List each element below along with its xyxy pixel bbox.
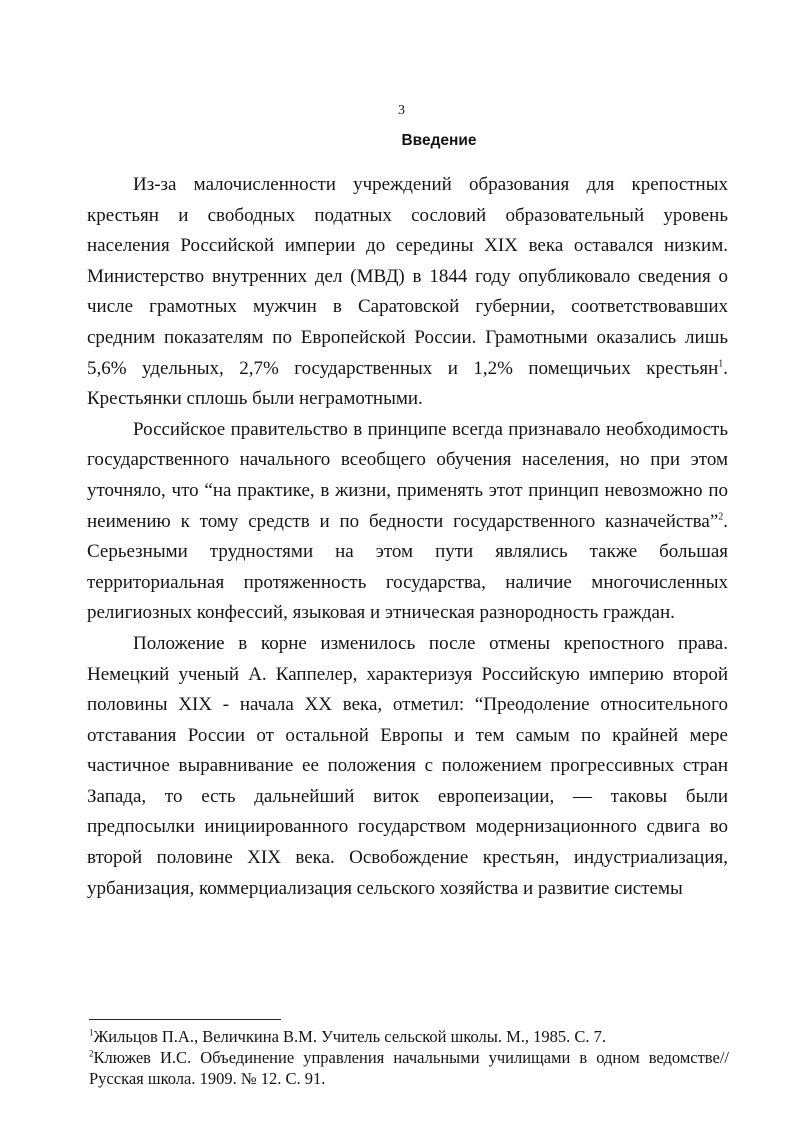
paragraph	[87, 170, 728, 415]
footnote-text: Клюжев И.С. Объединение управления начальными училищами в одном ведомстве// Русская школа. 1909. № 12. С. 91.	[89, 1048, 729, 1088]
page-number: 3	[398, 103, 405, 118]
footnote-reference[interactable]: 2	[718, 511, 724, 523]
section-heading: Введение	[401, 132, 477, 149]
paragraph-text: Положение в корне изменилось после отмены крепостного права. Немецкий ученый А. Каппелер, характеризуя Российскую империю второй половины XIX - начала XX века, отметил: “Преодоление относительного отставания России от остальной Европы и тем самым по крайней мере частичное выравнивание ее положения с положением прогрессивных стран Запада, то есть дальнейший виток европеизации, — таковы были предпосылки инициированного государством модернизационного сдвига во второй половине XIX века. Освобождение крестьян, индустриализация, урбанизация, коммерциализация сельского хозяйства и развитие системы	[87, 632, 728, 899]
paragraph-text: . Серьезными трудностями на этом пути являлись также большая территориальная протяженность государства, наличие многочисленных религиозных конфессий, языковая и этническая разнородность граждан.	[87, 510, 728, 624]
body-text	[87, 170, 728, 904]
footnote-text: Жильцов П.А., Величкина В.М. Учитель сельской школы. М., 1985. С. 7.	[93, 1027, 607, 1046]
footnote-divider	[89, 1019, 281, 1020]
paragraph	[87, 415, 728, 629]
paragraph-text: . Крестьянки сплошь были неграмотными.	[87, 357, 728, 410]
paragraph-text: Российское правительство в принципе всегда признавало необходимость государственного начального всеобщего обучения населения, но при этом уточняло, что “на практике, в жизни, применять этот принцип невозможно по неимению к тому средств и по бедности государственного казначейства”	[87, 418, 728, 532]
paragraph	[87, 629, 728, 904]
footnotes	[89, 1026, 729, 1089]
footnote-mark: 1	[89, 1027, 94, 1038]
footnote-mark: 2	[89, 1048, 94, 1059]
footnote	[89, 1026, 729, 1047]
paragraph-text: Из-за малочисленности учреждений образования для крепостных крестьян и свободных податных сословий образовательный уровень населения Российской империи до середины XIX века оставался низким. Министерство внутренних дел (МВД) в 1844 году опубликовало сведения о числе грамотных мужчин в Саратовской губернии, соответствовавших средним показателям по Европейской России. Грамотными оказались лишь 5,6% удельных, 2,7% государственных и 1,2% помещичьих крестьян	[87, 174, 728, 379]
footnote-reference[interactable]: 1	[718, 358, 724, 370]
footnote	[89, 1047, 729, 1089]
